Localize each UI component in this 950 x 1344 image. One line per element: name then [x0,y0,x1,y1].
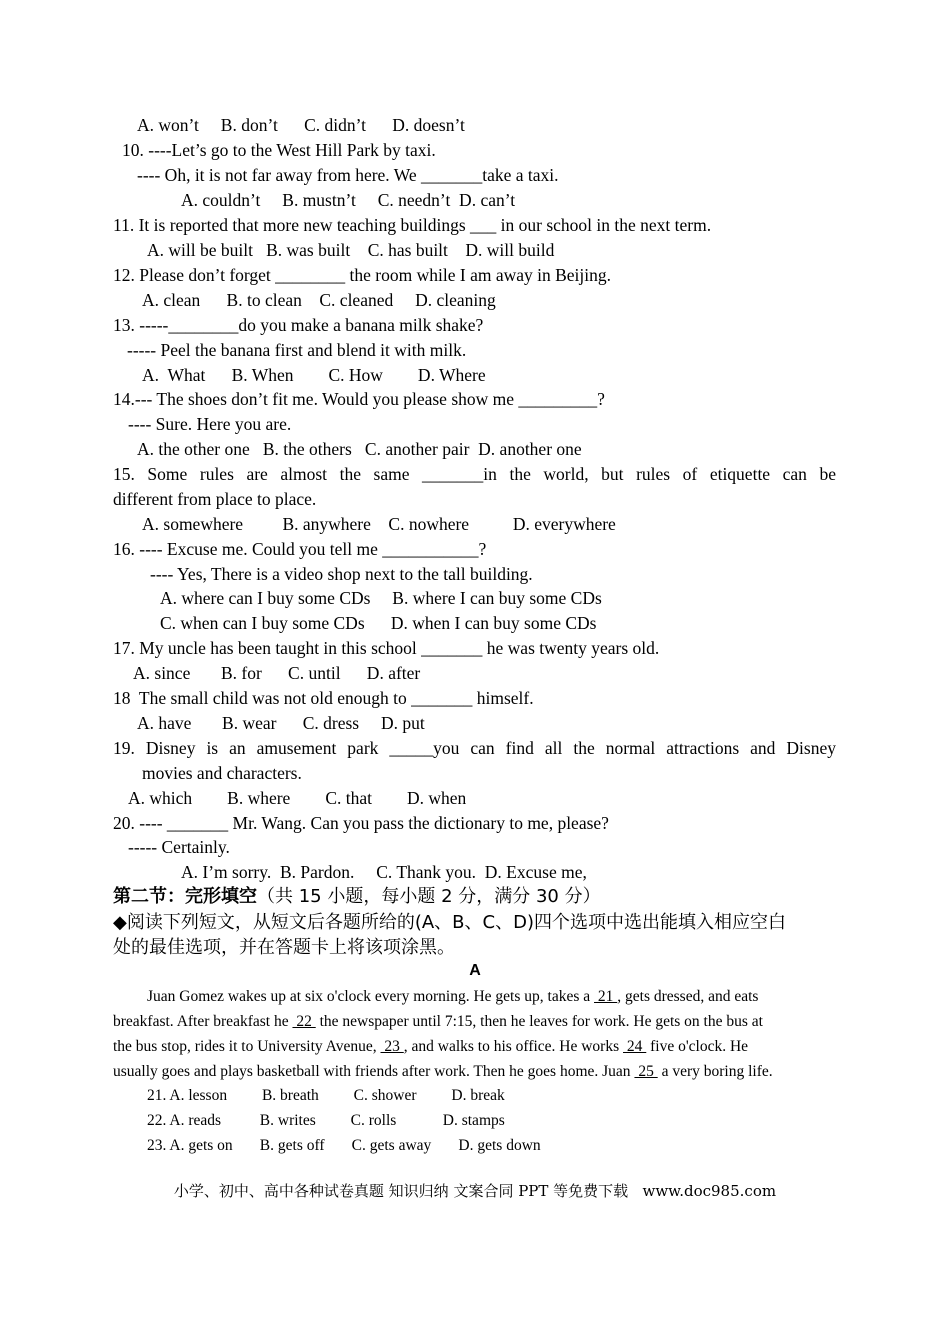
passage-text: the newspaper until 7:15, then he leaves for work. He gets on the bus at [315,1013,763,1030]
q12-question: 12. Please don’t forget ________ the room while I am away in Beijing. [113,265,612,285]
q13-options: A. What B. When C. How D. Where [142,365,486,385]
q15-options: A. somewhere B. anywhere C. nowhere D. everywhere [142,514,616,534]
q10-question: 10. ----Let’s go to the West Hill Park by taxi. [122,140,436,160]
q20-question: 20. ---- _______ Mr. Wang. Can you pass the dictionary to me, please? [113,813,609,833]
page-footer: 小学、初中、高中各种试卷真题 知识归纳 文案合同 PPT 等免费下载 www.doc985.com [173,1182,777,1200]
section-instructions-line1: ◆阅读下列短文，从短文后各题所给的(A、B、C、D)四个选项中选出能填入相应空白 [113,912,786,933]
blank-22: 22 [292,1013,316,1030]
q16-options-2: C. when can I buy some CDs D. when I can buy some CDs [160,613,597,633]
q15-question-line1: 15. Some rules are almost the same _______in the world, but rules of etiquette can be [113,464,836,484]
q10-options: A. couldn’t B. mustn’t C. needn’t D. can’t [181,190,516,210]
passage-line2 [113,1012,763,1032]
passage-text: usually goes and plays basketball with friends after work. Then he goes home. Juan [113,1063,635,1080]
blank-21: 21 [594,988,618,1005]
passage-text: the bus stop, rides it to University Avenue, [113,1038,381,1055]
q20-answer: ----- Certainly. [128,837,230,857]
section-title: 第二节：完形填空 [113,886,257,907]
blank-23: 23 [380,1038,404,1055]
passage-line1 [147,987,758,1007]
q19-question-line2: movies and characters. [142,763,302,783]
q17-options: A. since B. for C. until D. after [133,663,421,683]
q13-answer: ----- Peel the banana first and blend it with milk. [127,340,467,360]
q20-options: A. I’m sorry. B. Pardon. C. Thank you. D. Excuse me, [181,862,587,882]
q16-question: 16. ---- Excuse me. Could you tell me ___________? [113,539,487,559]
blank-24: 24 [623,1038,647,1055]
q14-question: 14.--- The shoes don’t fit me. Would you please show me _________? [113,389,605,409]
q11-question: 11. It is reported that more new teaching buildings ___ in our school in the next term. [113,215,712,235]
passage-text: , and walks to his office. He works [403,1038,624,1055]
passage-text: five o'clock. He [646,1038,749,1055]
passage-text: , gets dressed, and eats [617,988,759,1005]
q23-options: 23. A. gets on B. gets off C. gets away D. gets down [147,1137,541,1154]
q16-options-1: A. where can I buy some CDs B. where I can buy some CDs [160,588,602,608]
section-title-rest: （共 15 小题，每小题 2 分，满分 30 分） [257,886,601,907]
q15-question-line2: different from place to place. [113,489,317,509]
q14-answer: ---- Sure. Here you are. [128,414,292,434]
q19-options: A. which B. where C. that D. when [128,788,467,808]
q14-options: A. the other one B. the others C. another pair D. another one [137,439,582,459]
q19-question-line1: 19. Disney is an amusement park _____you can find all the normal attractions and Disney [113,738,836,758]
q18-options: A. have B. wear C. dress D. put [137,713,425,733]
blank-25: 25 [634,1063,658,1080]
passage-text: breakfast. After breakfast he [113,1013,293,1030]
q9-options: A. won’t B. don’t C. didn’t D. doesn’t [137,115,465,135]
q13-question: 13. -----________do you make a banana milk shake? [113,315,484,335]
q12-options: A. clean B. to clean C. cleaned D. cleaning [142,290,496,310]
passage-label: A [469,962,481,979]
q10-answer: ---- Oh, it is not far away from here. We _______take a taxi. [137,165,559,185]
passage-text: Juan Gomez wakes up at six o'clock every morning. He gets up, takes a [147,988,595,1005]
q22-options: 22. A. reads B. writes C. rolls D. stamps [147,1112,505,1129]
q18-question: 18 The small child was not old enough to _______ himself. [113,688,534,708]
passage-line4 [113,1062,773,1082]
passage-line3 [113,1037,748,1057]
q21-options: 21. A. lesson B. breath C. shower D. break [147,1087,505,1104]
q17-question: 17. My uncle has been taught in this school _______ he was twenty years old. [113,638,660,658]
section-heading [113,886,601,908]
section-instructions-line2: 处的最佳选项，并在答题卡上将该项涂黑。 [113,937,455,958]
q11-options: A. will be built B. was built C. has built D. will build [147,240,555,260]
passage-text: a very boring life. [657,1063,773,1080]
q16-answer: ---- Yes, There is a video shop next to the tall building. [150,564,533,584]
